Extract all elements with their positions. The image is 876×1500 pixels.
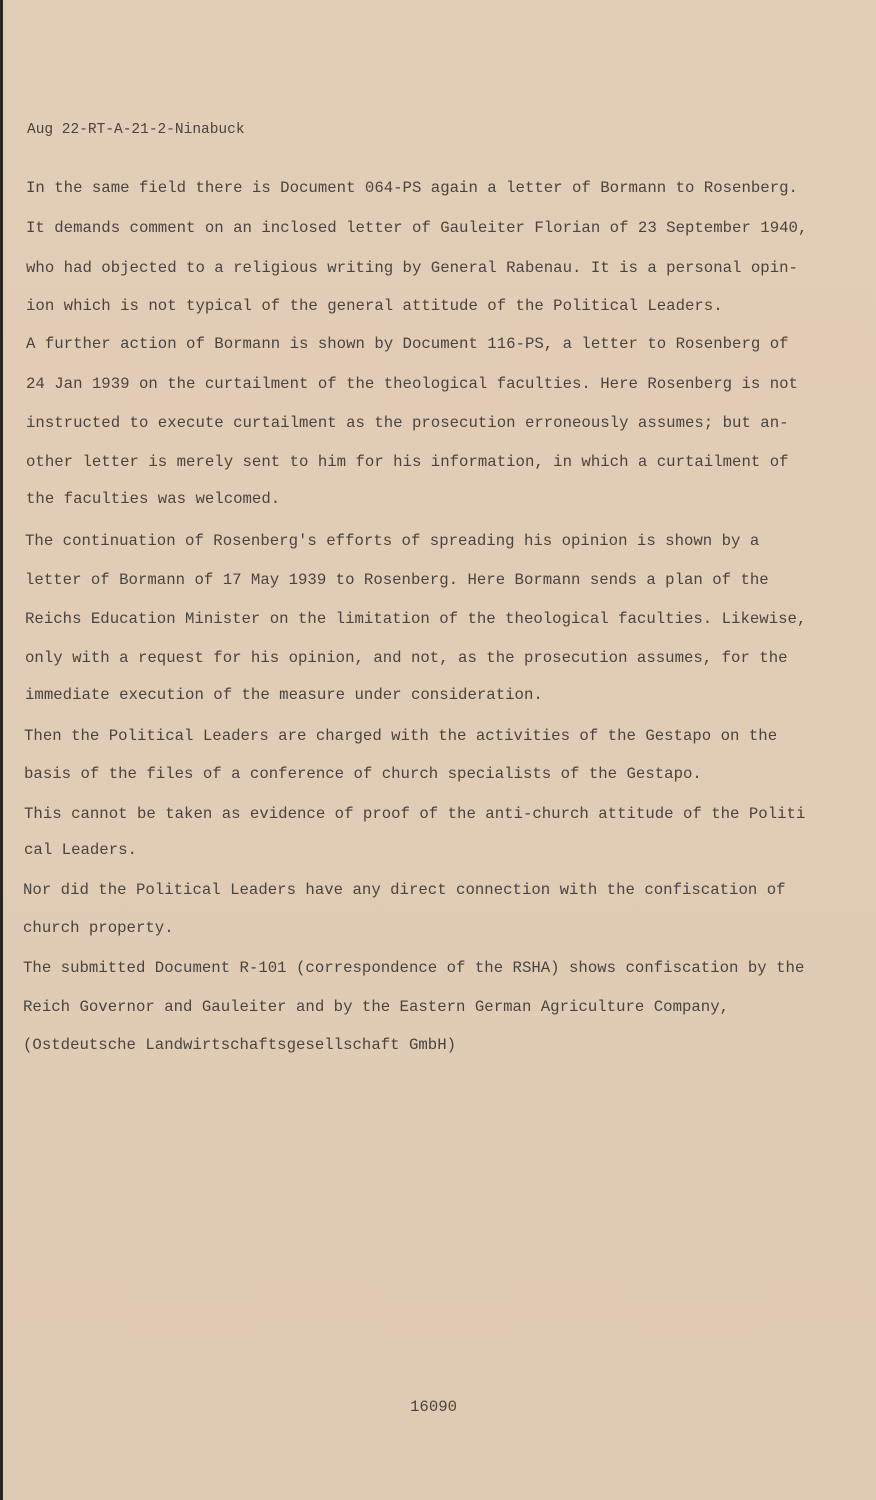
text-line: This cannot be taken as evidence of proof of the anti-church attitude of the Politi [24, 805, 806, 823]
text-line: 24 Jan 1939 on the curtailment of the theological faculties. Here Rosenberg is not [26, 375, 798, 393]
text-line: letter of Bormann of 17 May 1939 to Rosenberg. Here Bormann sends a plan of the [25, 571, 769, 589]
text-line: basis of the files of a conference of church specialists of the Gestapo. [24, 765, 702, 783]
document-reference-header: Aug 22-RT-A-21-2-Ninabuck [27, 122, 245, 138]
text-line: The submitted Document R-101 (correspondence of the RSHA) shows confiscation by the [23, 959, 805, 977]
text-line: A further action of Bormann is shown by Document 116-PS, a letter to Rosenberg of [26, 335, 789, 353]
page-number: 16090 [410, 1398, 458, 1416]
text-line: only with a request for his opinion, and not, as the prosecution assumes, for the [25, 649, 788, 667]
text-line: church property. [23, 919, 174, 937]
text-line: Reich Governor and Gauleiter and by the Eastern German Agriculture Company, [23, 998, 730, 1016]
text-line: In the same field there is Document 064-PS again a letter of Bormann to Rosenberg. [26, 179, 798, 197]
text-line: Nor did the Political Leaders have any direct connection with the confiscation of [23, 881, 786, 899]
text-line: Reichs Education Minister on the limitation of the theological faculties. Likewise, [25, 610, 807, 628]
text-line: It demands comment on an inclosed letter of Gauleiter Florian of 23 September 1940, [26, 219, 808, 237]
text-line: The continuation of Rosenberg's efforts of spreading his opinion is shown by a [25, 532, 760, 550]
text-line: other letter is merely sent to him for his information, in which a curtailment of [26, 453, 789, 471]
text-line: instructed to execute curtailment as the prosecution erroneously assumes; but an- [26, 414, 789, 432]
text-line: (Ostdeutsche Landwirtschaftsgesellschaft GmbH) [23, 1036, 457, 1054]
document-page [3, 0, 876, 1500]
text-line: the faculties was welcomed. [26, 490, 281, 508]
text-line: cal Leaders. [24, 841, 137, 859]
text-line: who had objected to a religious writing by General Rabenau. It is a personal opin- [26, 259, 798, 277]
text-line: immediate execution of the measure under consideration. [25, 686, 543, 704]
text-line: ion which is not typical of the general attitude of the Political Leaders. [26, 297, 723, 315]
text-line: Then the Political Leaders are charged with the activities of the Gestapo on the [24, 727, 778, 745]
